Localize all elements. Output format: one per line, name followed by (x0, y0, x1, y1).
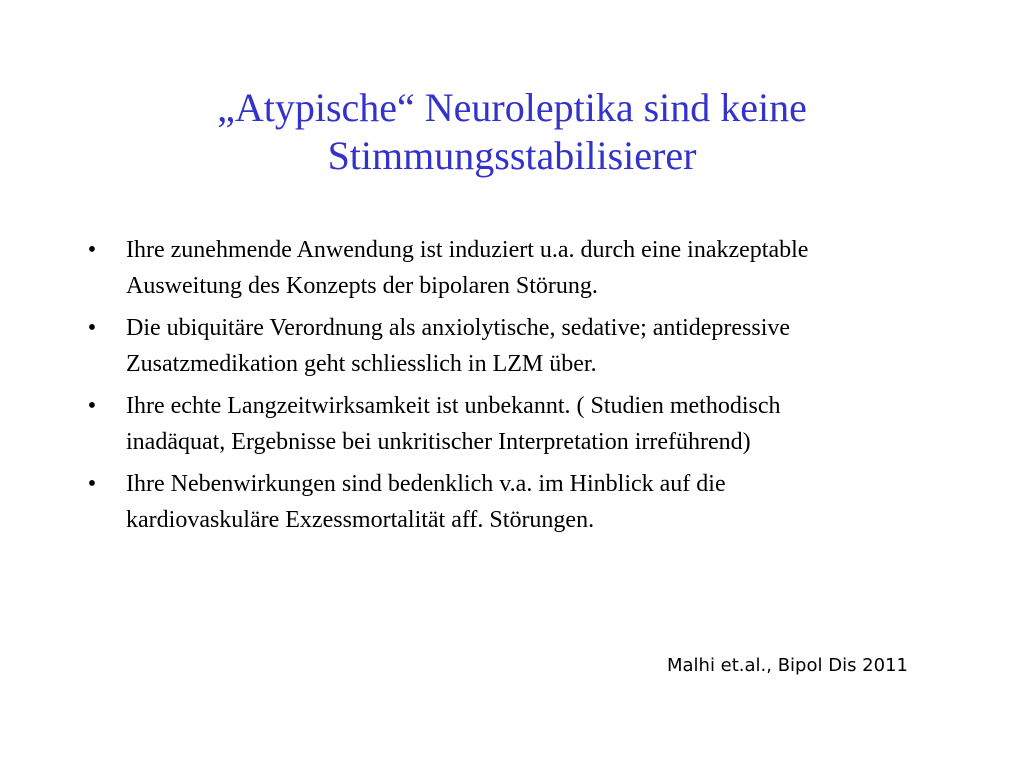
bullet-list (82, 232, 962, 544)
bullet-4-line-2: kardiovaskuläre Exzessmortalität aff. Störungen. (126, 507, 595, 533)
bullet-2-line-1: Die ubiquitäre Verordnung als anxiolytische, sedative; antidepressive (126, 315, 791, 341)
bullet-marker: • (87, 237, 97, 263)
citation: Malhi et.al., Bipol Dis 2011 (666, 655, 908, 676)
bullet-item-1 (82, 232, 962, 304)
bullet-2-line-2: Zusatzmedikation geht schliesslich in LZM über. (126, 351, 597, 377)
slide-title-line-2: Stimmungsstabilisierer (327, 133, 697, 178)
bullet-3-line-2: inadäquat, Ergebnisse bei unkritischer Interpretation irreführend) (126, 429, 751, 455)
slide-title (112, 84, 912, 180)
bullet-marker: • (87, 393, 97, 419)
bullet-4-line-1: Ihre Nebenwirkungen sind bedenklich v.a. im Hinblick auf die (126, 471, 726, 497)
bullet-marker: • (87, 315, 97, 341)
bullet-marker: • (87, 471, 97, 497)
bullet-3-line-1: Ihre echte Langzeitwirksamkeit ist unbekannt. ( Studien methodisch (126, 393, 781, 419)
bullet-1-line-1: Ihre zunehmende Anwendung ist induziert u.a. durch eine inakzeptable (126, 237, 809, 263)
bullet-1-line-2: Ausweitung des Konzepts der bipolaren Störung. (126, 273, 598, 299)
slide-title-line-1: „Atypische“ Neuroleptika sind keine (217, 85, 807, 130)
bullet-item-3 (82, 388, 962, 460)
bullet-item-4 (82, 466, 962, 538)
bullet-item-2 (82, 310, 962, 382)
